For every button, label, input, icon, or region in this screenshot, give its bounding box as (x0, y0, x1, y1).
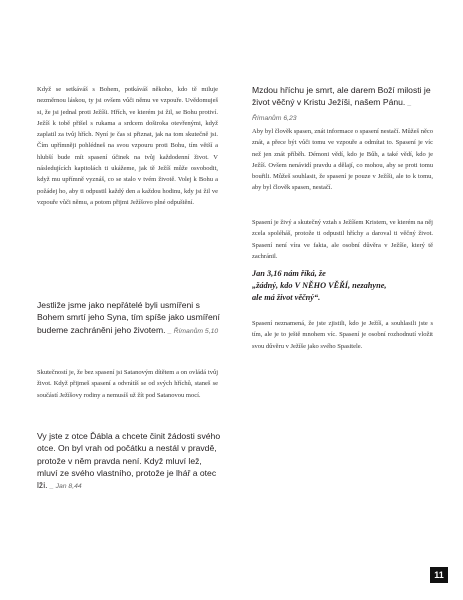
callout-verse (252, 268, 437, 303)
body-paragraph: Aby byl člověk spasen, znát informace o spasení nestačí. Můžeš něco znát, a přece být vůči tomu ve vzpouře a odmítat to. Spasení je víc než jen znát příběh. Démoni vědí, kdo je Bůh, a také vědí, kdo je Ježíš. Ovšem nenávidí pravdu a dělají, co mohou, aby se proti tomu bouřili. Můžeš souhlasit, že spasení je pouze v Ježíši, ale to k tomu, aby byl člověk spasen, nestačí. (252, 128, 433, 192)
quote-text: Vy jste z otce Ďábla a chcete činit žádosti svého otce. On byl vrah od počátku a nestál v pravdě, protože v něm pravda není. Když mluví lež, mluví ze svého vlastního, protože je lhář a otec lži. (37, 431, 221, 491)
quote-text: Mzdou hříchu je smrt, ale darem Boží milosti je život věčný v Kristu Ježíši, našem Pánu. (252, 85, 431, 108)
page-number: 11 (430, 567, 448, 583)
body-paragraph: Spasení neznamená, že jste zjistili, kdo je Ježíš, a souhlasili jste s tím, ale je to ještě mnohem víc. Spasení je osobní rozhodnutí vložit svou důvěru v Ježíše jako svého Spasitele. (252, 320, 433, 350)
scripture-quote (37, 430, 222, 493)
quote-reference: _ Římanům 5,10 (167, 327, 219, 335)
callout-line: „žádný, kdo V NĚHO VĚŘÍ, nezahyne, (252, 280, 387, 290)
quote-reference: _ Římanům 6,23 (252, 100, 412, 122)
callout-line: Jan 3,16 nám říká, že (252, 269, 326, 278)
body-paragraph: Když se setkáváš s Bohem, potkáváš někoho, kdo tě miluje nezměrnou láskou, ty jsi ovšem vůči němu ve vzpouře. Uvědomuješ si, že jsi jednal proti Ježíši. Hřích, ve kterém jsi žil, se Bohu protiví. Ježíš k tobě přišel s rukama a srdcem doširoka otevřenými, když zaplatil za tvůj hřích. Nyní je čas si přiznat, jak na tom skutečně jsi. Čím upřímněji pohlédneš na svou vzpouru proti Bohu, tím větší a hlubší bude mít spasení účinek na tvůj každodenní život. V následujících kapitolách ti ukážeme, jak tě Ježíš může osvobodit, když mu upřímně vyznáš, co se stalo v tvém životě. Volej k Bohu a požádej ho, aby ti odpustil každý den a každou hodinu, kdy jsi žil ve vzpouře vůči němu, a potom přijmi Ježíšovo plné odpuštění. (37, 86, 218, 206)
callout-line: ale má život věčný“. (252, 292, 321, 302)
scripture-quote (252, 84, 437, 125)
body-paragraph: Spasení je živý a skutečný vztah s Ježíšem Kristem, ve kterém na něj zcela spoléháš, protože ti odpustil hříchy a daroval ti věčný život. Spasení není víra ve fakta, ale osobní důvěra v Ježíše, který tě zachránil. (252, 219, 433, 260)
scripture-quote (37, 299, 222, 338)
quote-reference: _ Jan 8,44 (49, 483, 82, 491)
body-paragraph: Skutečností je, že bez spasení jsi Satanovým dítětem a on ovládá tvůj život. Když přijmeš spasení a odvrátíš se od svých hříchů, staneš se součástí Ježíšovy rodiny a nemusíš už žít pod Satanovou mocí. (37, 369, 218, 399)
quote-text: Jestliže jsme jako nepřátelé byli usmířeni s Bohem smrtí jeho Syna, tím spíše jako usmíření budeme zachráněni jeho životem. (37, 300, 220, 335)
